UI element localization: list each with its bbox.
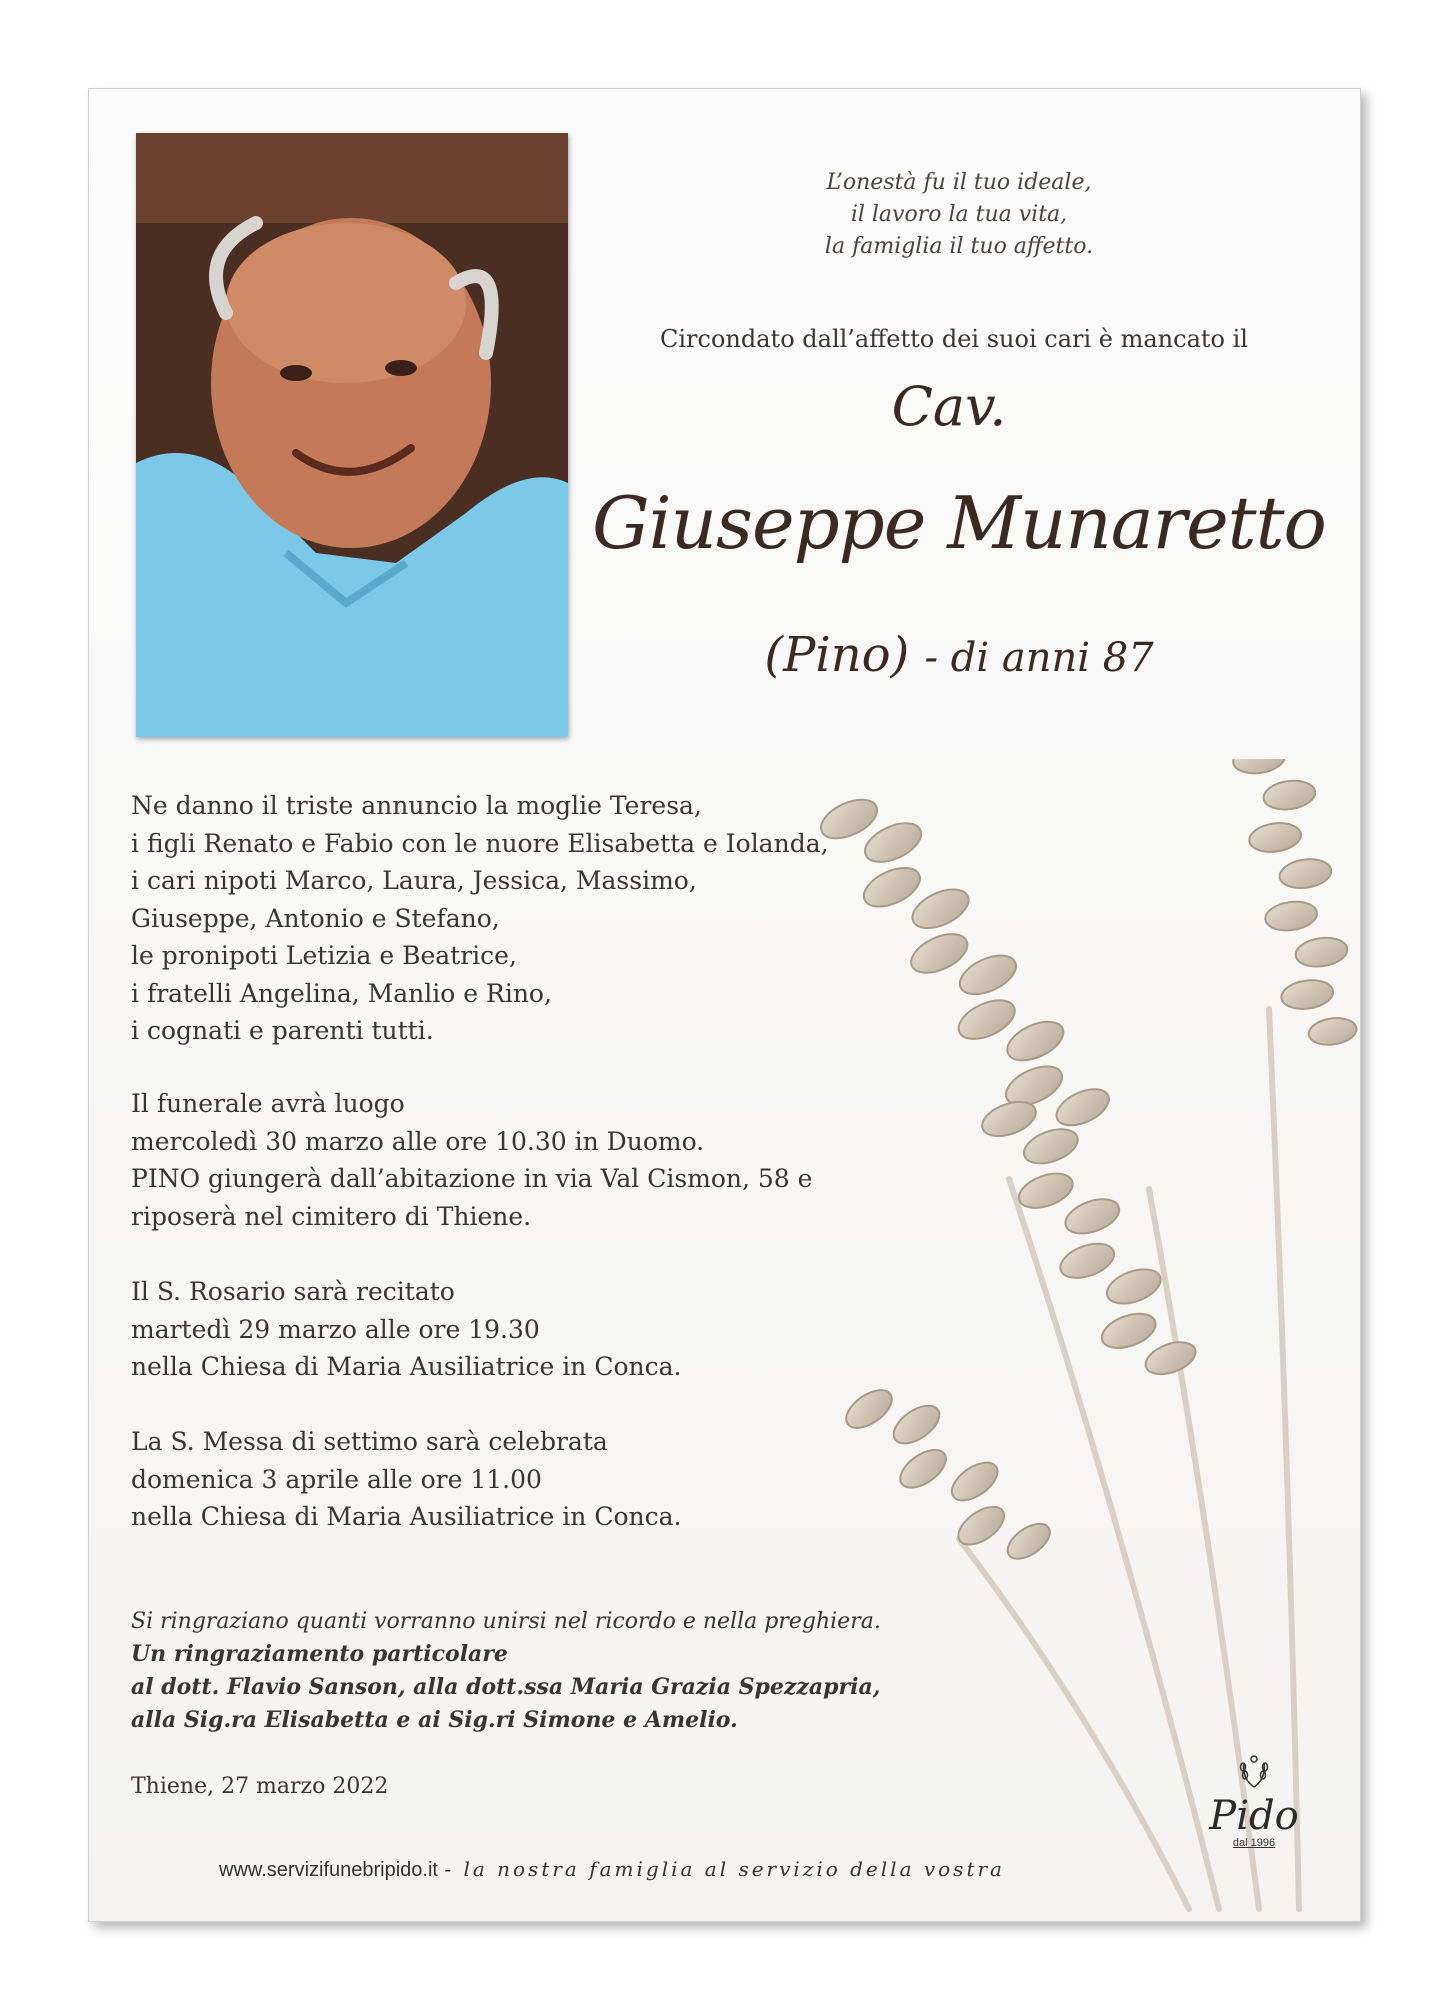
text-line: nella Chiesa di Maria Ausiliatrice in Conca. bbox=[131, 1352, 682, 1381]
rosary-details bbox=[131, 1273, 931, 1386]
text-line: riposerà nel cimitero di Thiene. bbox=[131, 1201, 532, 1231]
quote-line: la famiglia il tuo affetto. bbox=[824, 234, 1094, 259]
quote-line: il lavoro la tua vita, bbox=[850, 202, 1068, 227]
funeral-home-logo bbox=[1199, 1751, 1309, 1849]
text-line: La S. Messa di settimo sarà celebrata bbox=[131, 1427, 608, 1456]
text-line: PINO giungerà dall’abitazione in via Val Cismon, 58 e bbox=[131, 1164, 813, 1193]
text-line: i cari nipoti Marco, Laura, Jessica, Massimo, bbox=[131, 866, 697, 895]
quote-line: L’onestà fu il tuo ideale, bbox=[826, 170, 1092, 195]
mass-details bbox=[131, 1423, 931, 1536]
text-line: martedì 29 marzo alle ore 19.30 bbox=[131, 1314, 540, 1344]
thanks-intro: Si ringraziano quanti vorranno unirsi nel ricordo e nella preghiera. bbox=[131, 1609, 881, 1634]
family-announcement bbox=[131, 787, 931, 1050]
text-line: i cognati e parenti tutti. bbox=[131, 1016, 434, 1045]
text-line: i figli Renato e Fabio con le nuore Elisabetta e Iolanda, bbox=[131, 828, 829, 858]
thanks-line: Un ringraziamento particolare bbox=[131, 1641, 508, 1667]
place-and-date: Thiene, 27 marzo 2022 bbox=[131, 1774, 389, 1799]
announcement-intro: Circondato dall’affetto dei suoi cari è mancato il bbox=[660, 325, 1248, 353]
text-line: nella Chiesa di Maria Ausiliatrice in Conca. bbox=[131, 1502, 682, 1531]
text-line: Giuseppe, Antonio e Stefano, bbox=[131, 903, 500, 933]
text-line: Il S. Rosario sarà recitato bbox=[131, 1277, 455, 1306]
portrait-photo bbox=[136, 133, 568, 737]
funeral-details bbox=[131, 1085, 931, 1235]
website-link[interactable]: www.servizifunebripido.it bbox=[219, 1859, 438, 1881]
footer-motto: - la nostra famiglia al servizio della vostra bbox=[444, 1857, 1005, 1881]
obituary-notice bbox=[88, 88, 1361, 1922]
logo-name: Pido bbox=[1209, 1793, 1299, 1839]
text-line: i fratelli Angelina, Manlio e Rino, bbox=[131, 978, 552, 1008]
age: - di anni 87 bbox=[924, 635, 1154, 681]
text-line: domenica 3 aprile alle ore 11.00 bbox=[131, 1464, 542, 1494]
text-line: Ne danno il triste annuncio la moglie Teresa, bbox=[131, 791, 702, 820]
text-line: le pronipoti Letizia e Beatrice, bbox=[131, 941, 517, 970]
thanks-line: al dott. Flavio Sanson, alla dott.ssa Maria Grazia Spezzapria, bbox=[131, 1674, 881, 1700]
nickname-and-age bbox=[639, 627, 1279, 683]
nickname: (Pino) bbox=[764, 627, 910, 683]
acknowledgements bbox=[131, 1605, 1031, 1737]
honorific-title: Cav. bbox=[891, 375, 1007, 438]
logo-since: dal 1996 bbox=[1232, 1837, 1276, 1849]
footer bbox=[219, 1857, 1005, 1882]
deceased-name: Giuseppe Munaretto bbox=[592, 481, 1326, 565]
epigraph-quote bbox=[689, 167, 1229, 263]
thanks-line: alla Sig.ra Elisabetta e ai Sig.ri Simone e Amelio. bbox=[131, 1707, 738, 1733]
text-line: Il funerale avrà luogo bbox=[131, 1089, 405, 1118]
laurel-icon bbox=[1234, 1751, 1274, 1791]
text-line: mercoledì 30 marzo alle ore 10.30 in Duomo. bbox=[131, 1126, 705, 1156]
